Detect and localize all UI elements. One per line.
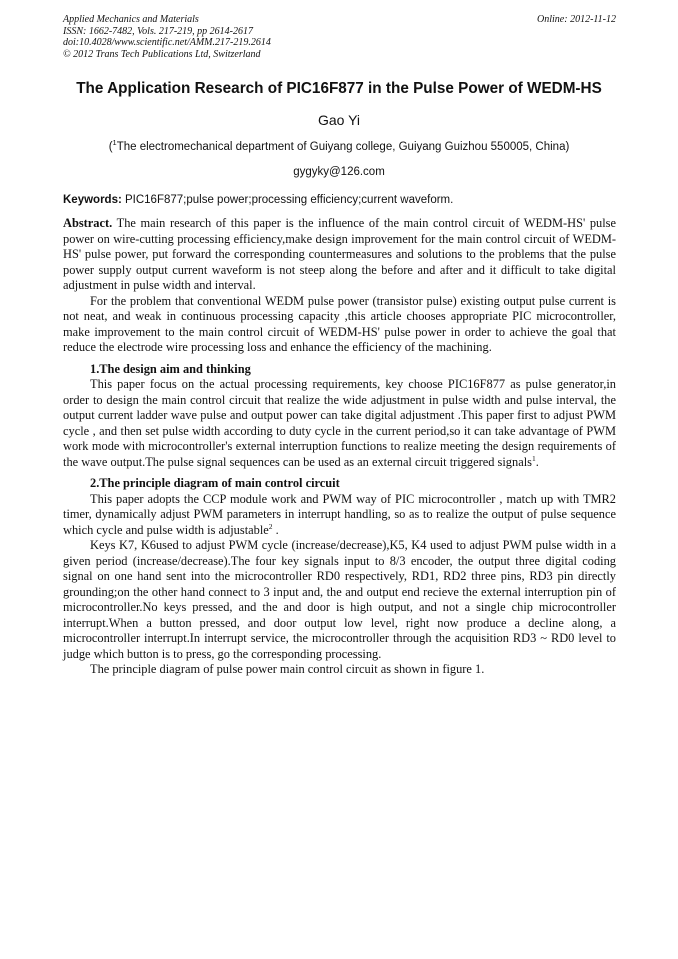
paper-body xyxy=(63,216,616,678)
copyright-line: © 2012 Trans Tech Publications Ltd, Switzerland xyxy=(63,48,261,60)
section2-end-1: . xyxy=(272,522,279,537)
online-date: Online: 2012-11-12 xyxy=(537,14,616,25)
section2-paragraph-3: The principle diagram of pulse power main control circuit as shown in figure 1. xyxy=(90,662,485,676)
journal-header xyxy=(63,14,616,60)
section2-text-1: This paper adopts the CCP module work and PWM way of PIC microcontroller , match up with TMR2 timer, dynamically adjust PWM parameters in interrupt handling, so as to realize the output of pulse sequence which cycle and pulse width is adjustable xyxy=(63,491,616,537)
paper-title: The Application Research of PIC16F877 in the Pulse Power of WEDM-HS xyxy=(76,80,602,97)
abstract-paragraph xyxy=(63,216,616,294)
keywords xyxy=(63,194,616,206)
author-email: gygyky@126.com xyxy=(293,166,385,178)
keywords-label: Keywords: xyxy=(63,194,122,206)
affiliation-sup: 1 xyxy=(112,138,117,147)
section1-text: This paper focus on the actual processing requirements, key choose PIC16F877 as pulse generator,in order to design the main control circuit that realize the wide adjustment in pulse width and pulse interval, the output current ladder wave pulse and output power can take digital adjustment .This paper first to adjust PWM cycle , and then set pulse width according to duty cycle in the current period,so it can take advantage of PWM work mode with microcontroller's external interruption functions to realize meeting the design requirements of the wave output.The pulse signal sequences can be used as an external circuit triggered signals xyxy=(63,377,616,469)
section1-paragraph xyxy=(63,377,616,470)
section1-end: . xyxy=(535,454,539,469)
issn-line: ISSN: 1662-7482, Vols. 217-219, pp 2614-2617 xyxy=(63,25,253,37)
affiliation-open: ( xyxy=(108,140,113,153)
abstract-text: The main research of this paper is the influence of the main control circuit of WEDM-HS' pulse power on wire-cutting processing efficiency,make design improvement for the main control circuit of WEDM-HS' pulse power, put forward the corresponding countermeasures and solutions to the problems that the pulse power supply output current waveform is not steep along the before and after and it difficult to take digital adjustment in pulse width and interval. xyxy=(63,216,616,292)
section2-paragraph-2: Keys K7, K6used to adjust PWM cycle (increase/decrease),K5, K4 used to adjust PWM pulse width in a given period (increase/decrease).The four key signals input to 8/3 encoder, the output three digital coding signal on one hand sent into the microcontroller RD0 respectively, RD1, RD2 three pins, RD3 pin directly grounding;on the other hand connect to 3 input and, the and output end recieve the external interruption pin of microcontroller.No keys pressed, and the and door is high output, and not a single chip microcontroller interrupt.When a button pressed, and door output low level, right now produce a decline along, a microcontroller interrupt.In interrupt service, the microcontroller through the acquisition RD3 ~ RD0 level to judge which button is to press, go the corresponding processing. xyxy=(63,538,616,661)
affiliation-text: The electromechanical department of Guiyang college, Guiyang Guizhou 550005, China) xyxy=(116,140,570,153)
affiliation xyxy=(40,138,638,153)
doi-line: doi:10.4028/www.scientific.net/AMM.217-219.2614 xyxy=(63,37,271,49)
keywords-text: PIC16F877;pulse power;processing efficiency;current waveform. xyxy=(121,194,454,206)
section2-citation: 2 xyxy=(268,521,273,531)
section2-paragraph-1 xyxy=(63,492,616,539)
section2-heading: 2.The principle diagram of main control circuit xyxy=(90,476,340,490)
author-name: Gao Yi xyxy=(317,112,361,128)
abstract-paragraph-2: For the problem that conventional WEDM pulse power (transistor pulse) existing output pulse current is not neat, and weak in continuous processing capacity ,this article chooses appropriate PIC microcontroller, make improvement to the main control circuit of WEDM-HS' pulse power in order to achieve the goal that reduce the electrode wire processing loss and enhance the efficiency of the machining. xyxy=(63,293,616,354)
journal-name: Applied Mechanics and Materials xyxy=(63,14,199,25)
abstract-label: Abstract. xyxy=(63,216,113,230)
section1-citation: 1 xyxy=(531,453,536,463)
section1-heading: 1.The design aim and thinking xyxy=(90,361,251,376)
